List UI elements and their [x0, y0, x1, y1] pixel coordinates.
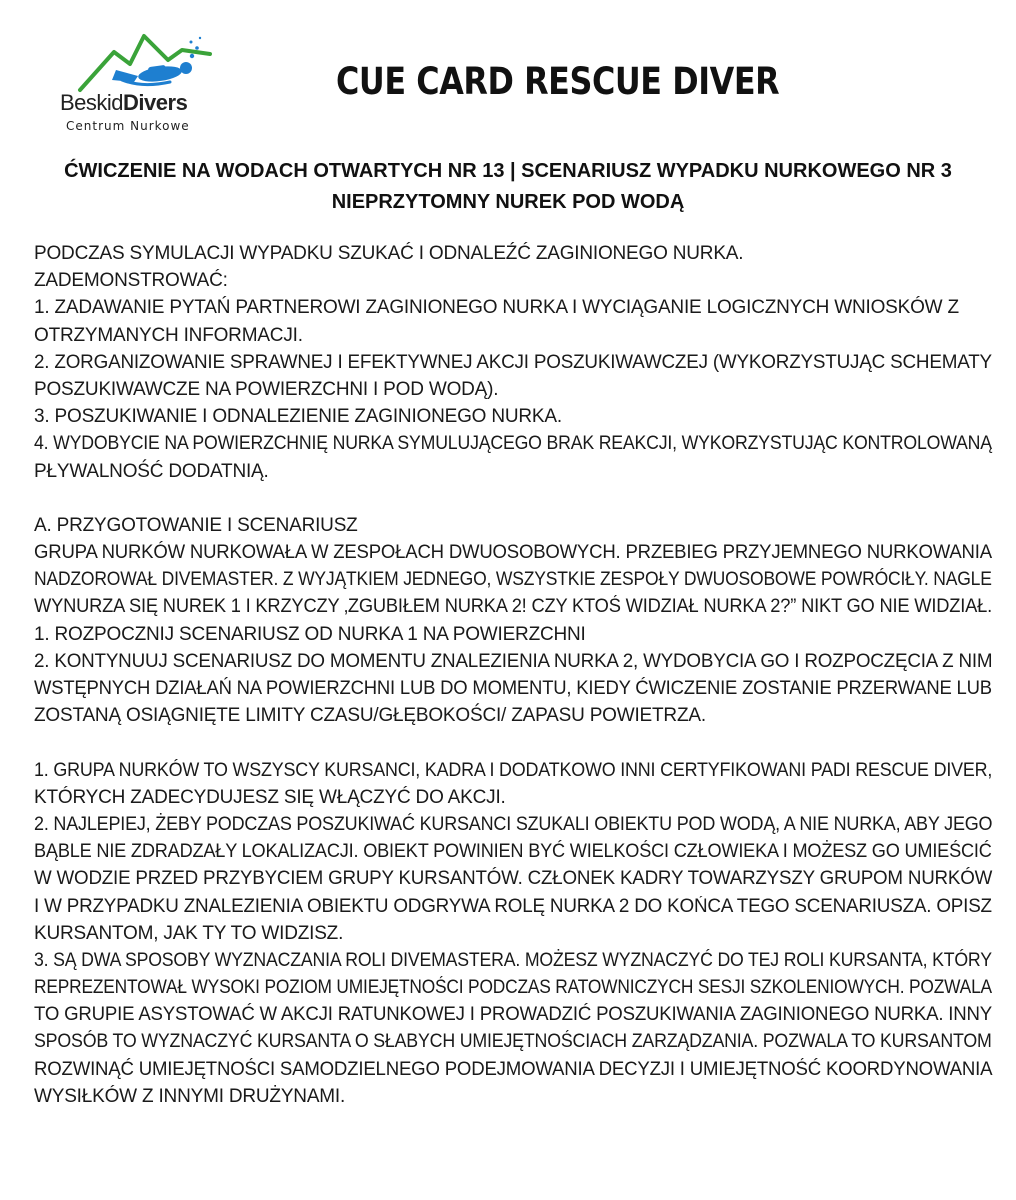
brand-name-part1: Beskid	[60, 90, 124, 115]
brand-tagline: Centrum Nurkowe	[66, 119, 190, 133]
text-line: ZADEMONSTROWAĆ:	[34, 270, 228, 292]
text-line: WSTĘPNYCH DZIAŁAŃ NA POWIERZCHNI LUB DO MOMENTU, KIEDY ĆWICZENIE ZOSTANIE PRZERWANE LUB	[34, 678, 992, 699]
text-line: 1. GRUPA NURKÓW TO WSZYSCY KURSANCI, KADRA I DODATKOWO INNI CERTYFIKOWANI PADI RESCUE DIVER,	[34, 759, 993, 781]
notes-section	[34, 757, 992, 1110]
text-line: 3. POSZUKIWANIE I ODNALEZIENIE ZAGINIONEGO NURKA.	[34, 406, 562, 428]
text-line: 2. KONTYNUUJ SCENARIUSZ DO MOMENTU ZNALEZIENIA NURKA 2, WYDOBYCIA GO I ROZPOCZĘCIA Z NIM	[34, 650, 993, 672]
text-line: ZOSTANĄ OSIĄGNIĘTE LIMITY CZASU/GŁĘBOKOŚCI/ ZAPASU POWIETRZA.	[34, 705, 706, 727]
paragraph-gap	[34, 729, 992, 756]
text-line: ROZWINĄĆ UMIEJĘTNOŚCI SAMODZIELNEGO PODEJMOWANIA DECYZJI I UMIEJĘTNOŚĆ KOORDYNOWANIA	[34, 1058, 993, 1080]
text-line: GRUPA NURKÓW NURKOWAŁA W ZESPOŁACH DWUOSOBOWYCH. PRZEBIEG PRZYJEMNEGO NURKOWANIA	[34, 542, 992, 564]
text-line: KTÓRYCH ZADECYDUJESZ SIĘ WŁĄCZYĆ DO AKCJI.	[34, 786, 506, 808]
text-line: 1. ROZPOCZNIJ SCENARIUSZ OD NURKA 1 NA POWIERZCHNI	[34, 623, 586, 645]
text-line: W WODZIE PRZED PRZYBYCIEM GRUPY KURSANTÓW. CZŁONEK KADRY TOWARZYSZY GRUPOM NURKÓW	[34, 868, 993, 890]
text-line: PŁYWALNOŚĆ DODATNIĄ.	[34, 460, 269, 482]
text-line: 4. WYDOBYCIE NA POWIERZCHNIĘ NURKA SYMULUJĄCEGO BRAK REAKCJI, WYKORZYSTUJĄC KONTROLOWANĄ	[34, 433, 992, 455]
scenario-subtitle: NIEPRZYTOMNY NUREK POD WODĄ	[331, 191, 685, 213]
text-line: I W PRZYPADKU ZNALEZIENIA OBIEKTU ODGRYWA ROLĘ NURKA 2 DO KOŃCA TEGO SCENARIUSZA. OPISZ	[34, 895, 992, 917]
text-line: 2. ZORGANIZOWANIE SPRAWNEJ I EFEKTYWNEJ AKCJI POSZUKIWAWCZEJ (WYKORZYSTUJĄC SCHEMATY	[34, 351, 992, 373]
text-line: PODCZAS SYMULACJI WYPADKU SZUKAĆ I ODNALEŹĆ ZAGINIONEGO NURKA.	[34, 243, 744, 264]
paragraph-gap	[34, 485, 992, 512]
page-title: CUE CARD RESCUE DIVER	[336, 60, 780, 103]
brand-name	[60, 90, 187, 116]
text-line: 2. NAJLEPIEJ, ŻEBY PODCZAS POSZUKIWAĆ KURSANCI SZUKALI OBIEKTU POD WODĄ, A NIE NURKA, ABY JEGO	[34, 813, 993, 835]
section-heading: A. PRZYGOTOWANIE I SCENARIUSZ	[34, 514, 358, 536]
text-line: BĄBLE NIE ZDRADZAŁY LOKALIZACJI. OBIEKT POWINIEN BYĆ WIELKOŚCI CZŁOWIEKA I MOŻESZ GO UMIEŚCIĆ	[34, 841, 992, 863]
exercise-subtitle: ĆWICZENIE NA WODACH OTWARTYCH NR 13 | SCENARIUSZ WYPADKU NURKOWEGO NR 3	[64, 160, 952, 182]
brand-name-part2: Divers	[123, 90, 188, 115]
text-line: NADZOROWAŁ DIVEMASTER. Z WYJĄTKIEM JEDNEGO, WSZYSTKIE ZESPOŁY DWUOSOBOWE POWRÓCIŁY. NAGLE	[34, 569, 992, 591]
text-line: TO GRUPIE ASYSTOWAĆ W AKCJI RATUNKOWEJ I PROWADZIĆ POSZUKIWANIA ZAGINIONEGO NURKA. INNY	[34, 1004, 993, 1026]
text-line: KURSANTOM, JAK TY TO WIDZISZ.	[34, 922, 344, 944]
logo	[52, 30, 222, 135]
text-line: WYSIŁKÓW Z INNYMI DRUŻYNAMI.	[34, 1085, 346, 1107]
text-line: OTRZYMANYCH INFORMACJI.	[34, 324, 303, 346]
text-line: 1. ZADAWANIE PYTAŃ PARTNEROWI ZAGINIONEGO NURKA I WYCIĄGANIE LOGICZNYCH WNIOSKÓW Z	[34, 297, 959, 319]
text-line: POSZUKIWAWCZE NA POWIERZCHNI I POD WODĄ).	[34, 378, 499, 400]
text-line: WYNURZA SIĘ NUREK 1 I KRZYCZY ‚ZGUBIŁEM NURKA 2! CZY KTOŚ WIDZIAŁ NURKA 2?” NIKT GO NIE WIDZIAŁ.	[34, 596, 993, 618]
text-line: SPOSÓB TO WYZNACZYĆ KURSANTA O SŁABYCH UMIEJĘTNOŚCIACH ZARZĄDZANIA. POZWALA TO KURSANTOM	[34, 1031, 992, 1053]
text-line: 3. SĄ DWA SPOSOBY WYZNACZANIA ROLI DIVEMASTERA. MOŻESZ WYZNACZYĆ DO TEJ ROLI KURSANTA, KTÓRY	[34, 949, 992, 971]
text-line: REPREZENTOWAŁ WYSOKI POZIOM UMIEJĘTNOŚCI PODCZAS RATOWNICZYCH SESJI SZKOLENIOWYCH. POZWALA	[34, 977, 992, 999]
section-a	[34, 512, 992, 730]
intro-section	[34, 240, 992, 485]
document-body	[34, 240, 992, 1110]
